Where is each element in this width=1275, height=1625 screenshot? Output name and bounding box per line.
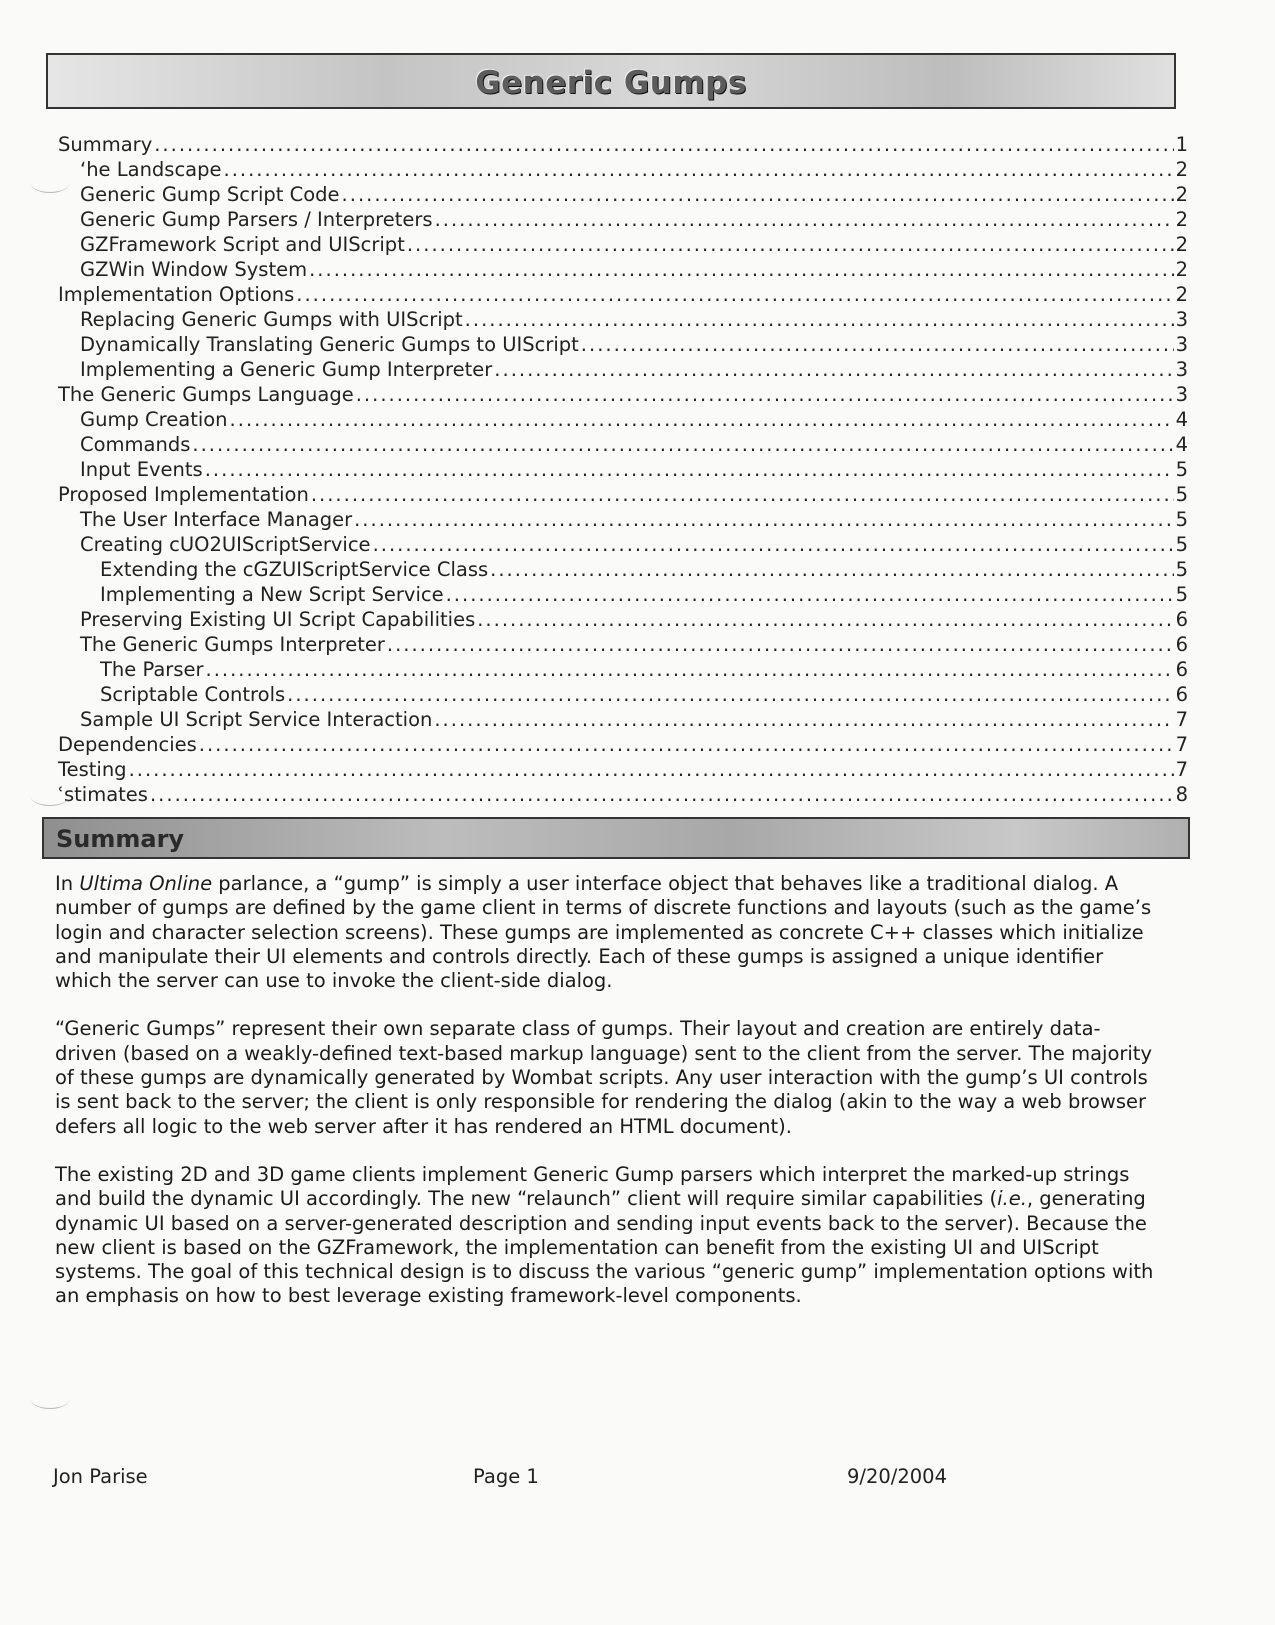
toc-entry[interactable] — [58, 232, 1188, 257]
toc-leader-dots — [373, 532, 1174, 557]
toc-entry-title: Input Events — [80, 458, 203, 481]
toc-leader-dots — [199, 732, 1174, 757]
toc-entry-title: Generic Gump Script Code — [80, 183, 340, 206]
toc-entry-page: 2 — [1175, 158, 1188, 181]
toc-entry-page: 5 — [1175, 483, 1188, 506]
toc-leader-dots — [435, 207, 1174, 232]
summary-paragraph-3 — [55, 1163, 1155, 1309]
toc-entry-title: Testing — [58, 758, 127, 781]
toc-entry-title: Proposed Implementation — [58, 483, 309, 506]
toc-entry-title: ʻhe Landscape — [80, 158, 222, 181]
toc-entry[interactable] — [58, 332, 1188, 357]
toc-entry-title: The Generic Gumps Interpreter — [80, 633, 385, 656]
toc-entry-title: Preserving Existing UI Script Capabilities — [80, 608, 476, 631]
text-run: In — [55, 872, 80, 895]
page-footer — [0, 1465, 1275, 1493]
toc-leader-dots — [205, 457, 1174, 482]
toc-entry-title: ʿstimates — [58, 783, 148, 806]
toc-entry[interactable] — [58, 357, 1188, 382]
toc-entry-page: 4 — [1175, 408, 1188, 431]
toc-entry-page: 5 — [1175, 508, 1188, 531]
toc-leader-dots — [224, 157, 1174, 182]
toc-leader-dots — [309, 257, 1173, 282]
summary-heading: Summary — [56, 825, 185, 853]
italic-text: Ultima Online — [79, 872, 213, 895]
toc-leader-dots — [356, 382, 1174, 407]
toc-entry[interactable] — [58, 307, 1188, 332]
toc-entry[interactable] — [58, 432, 1188, 457]
toc-entry-title: Implementation Options — [58, 283, 295, 306]
toc-entry-page: 7 — [1175, 758, 1188, 781]
toc-entry-page: 2 — [1175, 233, 1188, 256]
toc-leader-dots — [477, 607, 1173, 632]
toc-entry[interactable] — [58, 732, 1188, 757]
toc-entry-page: 2 — [1175, 208, 1188, 231]
toc-entry-page: 5 — [1175, 533, 1188, 556]
toc-entry-title: Summary — [58, 133, 153, 156]
toc-entry-title: Implementing a New Script Service — [100, 583, 444, 606]
toc-entry-page: 3 — [1175, 333, 1188, 356]
document-title: Generic Gumps — [475, 65, 747, 101]
toc-entry-title: GZFramework Script and UIScript — [80, 233, 405, 256]
toc-entry-page: 3 — [1175, 383, 1188, 406]
summary-paragraph-1 — [55, 872, 1155, 993]
toc-entry[interactable] — [58, 557, 1188, 582]
toc-entry-title: Gump Creation — [80, 408, 228, 431]
toc-leader-dots — [407, 232, 1174, 257]
toc-entry[interactable] — [58, 457, 1188, 482]
toc-entry-title: The Generic Gumps Language — [58, 383, 354, 406]
document-title-banner — [46, 53, 1176, 109]
toc-entry[interactable] — [58, 607, 1188, 632]
toc-entry-title: Sample UI Script Service Interaction — [80, 708, 433, 731]
punch-hole-mark — [30, 785, 70, 806]
toc-leader-dots — [465, 307, 1174, 332]
toc-leader-dots — [490, 557, 1173, 582]
toc-entry-page: 5 — [1175, 583, 1188, 606]
toc-entry[interactable] — [58, 482, 1188, 507]
toc-entry[interactable] — [58, 757, 1188, 782]
toc-entry[interactable] — [58, 407, 1188, 432]
toc-leader-dots — [150, 782, 1174, 807]
toc-entry[interactable] — [58, 657, 1188, 682]
summary-section-banner — [42, 817, 1190, 859]
toc-leader-dots — [581, 332, 1174, 357]
summary-paragraph-2: “Generic Gumps” represent their own separate class of gumps. Their layout and creation are entirely data-driven (based on a weakly-defined text-based markup language) sent to the client from the server. The majority of these gumps are dynamically generated by Wombat scripts. Any user interaction with the gump’s UI controls is sent back to the server; the client is only responsible for rendering the dialog (akin to the way a web browser defers all logic to the web server after it has rendered an HTML document). — [55, 1017, 1152, 1138]
summary-body — [55, 872, 1155, 1333]
table-of-contents — [58, 132, 1188, 807]
toc-entry[interactable] — [58, 632, 1188, 657]
toc-leader-dots — [446, 582, 1174, 607]
toc-leader-dots — [342, 182, 1174, 207]
toc-entry-page: 8 — [1175, 783, 1188, 806]
toc-entry-page: 6 — [1175, 683, 1188, 706]
toc-entry-page: 1 — [1175, 133, 1188, 156]
toc-entry-page: 7 — [1175, 708, 1188, 731]
toc-entry[interactable] — [58, 682, 1188, 707]
toc-entry[interactable] — [58, 582, 1188, 607]
toc-entry[interactable] — [58, 782, 1188, 807]
toc-leader-dots — [494, 357, 1173, 382]
text-run: The existing 2D and 3D game clients implement Generic Gump parsers which interpret the marked-up strings and build the dynamic UI accordingly. The new “relaunch” client will require similar capabilities ( — [55, 1162, 1130, 1211]
toc-entry[interactable] — [58, 707, 1188, 732]
toc-entry-page: 5 — [1175, 558, 1188, 581]
toc-leader-dots — [129, 757, 1174, 782]
footer-date: 9/20/2004 — [847, 1465, 947, 1488]
toc-leader-dots — [287, 682, 1173, 707]
toc-entry-title: The Parser — [100, 658, 204, 681]
toc-leader-dots — [354, 507, 1173, 532]
text-run: , generating dynamic UI based on a server-generated description and sending input events back to the server). Because the new client is based on the GZFramework, the implementation can benefit from the existing UI and UIScript systems. The goal of this technical design is to discuss the various “generic gump” implementation options with an emphasis on how to best leverage existing framework-level components. — [55, 1187, 1154, 1308]
toc-entry-title: Commands — [80, 433, 191, 456]
toc-leader-dots — [311, 482, 1174, 507]
toc-entry[interactable] — [58, 282, 1188, 307]
punch-hole-mark — [30, 172, 70, 193]
toc-entry-page: 4 — [1175, 433, 1188, 456]
toc-entry-title: The User Interface Manager — [80, 508, 353, 531]
toc-entry[interactable] — [58, 382, 1188, 407]
toc-entry-page: 6 — [1175, 658, 1188, 681]
toc-entry-title: Implementing a Generic Gump Interpreter — [80, 358, 493, 381]
toc-entry[interactable] — [58, 257, 1188, 282]
toc-leader-dots — [206, 657, 1174, 682]
toc-entry-title: Dependencies — [58, 733, 197, 756]
footer-author: Jon Parise — [53, 1465, 148, 1488]
toc-leader-dots — [434, 707, 1173, 732]
toc-entry-page: 2 — [1175, 283, 1188, 306]
toc-leader-dots — [192, 432, 1173, 457]
toc-entry-page: 6 — [1175, 608, 1188, 631]
toc-entry-page: 6 — [1175, 633, 1188, 656]
toc-entry[interactable] — [58, 182, 1188, 207]
toc-entry-title: GZWin Window System — [80, 258, 308, 281]
toc-entry-title: Extending the cGZUIScriptService Class — [100, 558, 489, 581]
toc-entry-page: 2 — [1175, 258, 1188, 281]
toc-leader-dots — [154, 132, 1173, 157]
toc-leader-dots — [387, 632, 1174, 657]
footer-page-number: Page 1 — [473, 1465, 539, 1488]
text-run: parlance, a “gump” is simply a user interface object that behaves like a traditional dialog. A number of gumps are defined by the game client in terms of discrete functions and layouts (such as the game’s login and character selection screens). These gumps are implemented as concrete C++ classes which initialize and manipulate their UI elements and controls directly. Each of these gumps is assigned a unique identifier which the server can use to invoke the client-side dialog. — [55, 872, 1152, 993]
toc-entry[interactable] — [58, 532, 1188, 557]
italic-text: i.e. — [997, 1187, 1027, 1211]
toc-entry-page: 5 — [1175, 458, 1188, 481]
toc-entry-title: Dynamically Translating Generic Gumps to UIScript — [80, 333, 579, 356]
toc-entry-page: 3 — [1175, 358, 1188, 381]
toc-leader-dots — [296, 282, 1173, 307]
toc-entry[interactable] — [58, 132, 1188, 157]
toc-leader-dots — [230, 407, 1174, 432]
toc-entry[interactable] — [58, 157, 1188, 182]
toc-entry-title: Creating cUO2UIScriptService — [80, 533, 371, 556]
toc-entry-title: Replacing Generic Gumps with UIScript — [80, 308, 463, 331]
punch-hole-mark — [30, 1388, 70, 1409]
toc-entry[interactable] — [58, 207, 1188, 232]
toc-entry-page: 7 — [1175, 733, 1188, 756]
toc-entry-page: 2 — [1175, 183, 1188, 206]
toc-entry-title: Generic Gump Parsers / Interpreters — [80, 208, 433, 231]
toc-entry[interactable] — [58, 507, 1188, 532]
toc-entry-title: Scriptable Controls — [100, 683, 286, 706]
toc-entry-page: 3 — [1175, 308, 1188, 331]
